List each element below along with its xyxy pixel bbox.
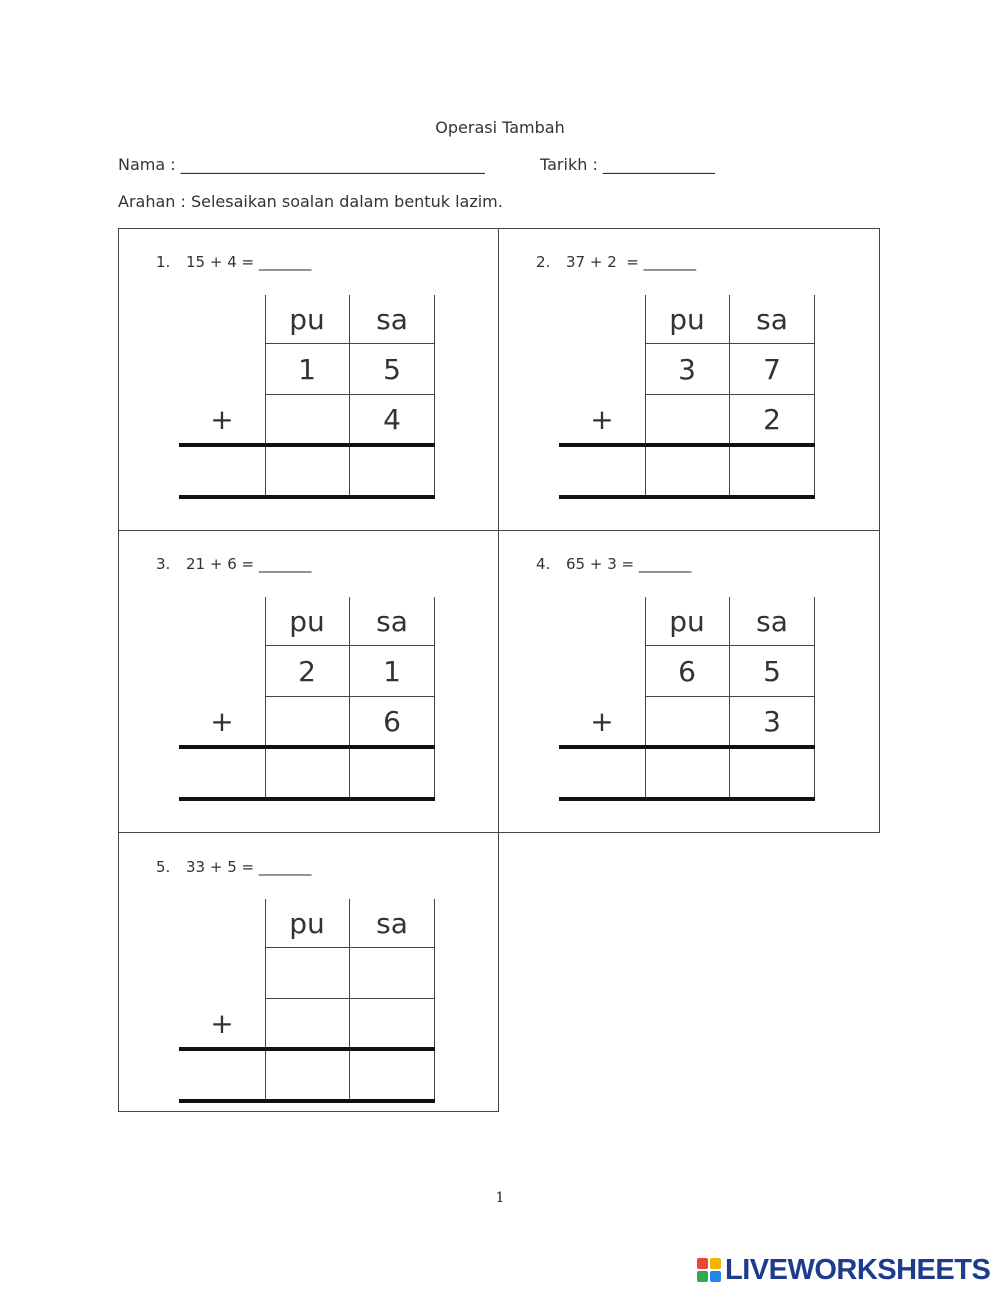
add-sa-digit: 2 [763, 403, 781, 436]
top-sa-box[interactable] [350, 949, 434, 999]
answer-sa-box[interactable] [730, 748, 814, 798]
plus-sign: + [210, 705, 234, 738]
place-value-grid [179, 295, 435, 499]
header-sa: sa [756, 303, 788, 336]
place-value-grid [179, 899, 435, 1103]
answer-pu-box[interactable] [265, 1050, 349, 1100]
answer-sa-box[interactable] [350, 748, 434, 798]
answer-pu-box[interactable] [645, 446, 729, 496]
place-value-grid [559, 295, 815, 499]
plus-sign: + [210, 403, 234, 436]
answer-sa-box[interactable] [730, 446, 814, 496]
plus-sign: + [590, 403, 614, 436]
answer-pu-box[interactable] [645, 748, 729, 798]
header-sa: sa [376, 605, 408, 638]
header-pu: pu [669, 303, 705, 336]
place-value-grid [559, 597, 815, 801]
add-pu-digit [645, 697, 729, 747]
place-value-grid [179, 597, 435, 801]
question-label: 4. 65 + 3 = _______ [536, 555, 692, 573]
question-4 [499, 531, 880, 833]
answer-pu-box[interactable] [265, 446, 349, 496]
header-sa: sa [376, 907, 408, 940]
liveworksheets-logo [697, 1255, 990, 1285]
add-pu-digit [265, 697, 349, 747]
top-sa-digit: 1 [383, 655, 401, 688]
plus-sign: + [590, 705, 614, 738]
question-3 [118, 531, 499, 833]
page-title: Operasi Tambah [435, 118, 565, 137]
top-sa-digit: 5 [763, 655, 781, 688]
plus-sign: + [210, 1007, 234, 1040]
answer-sa-box[interactable] [350, 446, 434, 496]
answer-sa-box[interactable] [350, 1050, 434, 1100]
add-sa-box[interactable] [350, 999, 434, 1049]
answer-pu-box[interactable] [265, 748, 349, 798]
header-pu: pu [669, 605, 705, 638]
header-pu: pu [289, 605, 325, 638]
tarikh-field[interactable]: Tarikh : ______________ [540, 155, 715, 174]
top-sa-digit: 7 [763, 353, 781, 386]
header-pu: pu [289, 303, 325, 336]
top-pu-digit: 3 [678, 353, 696, 386]
add-pu-box[interactable] [265, 999, 349, 1049]
add-sa-digit: 4 [383, 403, 401, 436]
page-number: 1 [495, 1190, 505, 1206]
question-1 [118, 228, 499, 531]
brand-name: LIVEWORKSHEETS [725, 1253, 991, 1286]
top-pu-digit: 6 [678, 655, 696, 688]
add-pu-digit [265, 395, 349, 445]
add-pu-digit [645, 395, 729, 445]
top-sa-digit: 5 [383, 353, 401, 386]
question-label: 5. 33 + 5 = _______ [156, 858, 312, 876]
top-pu-box[interactable] [265, 949, 349, 999]
header-sa: sa [756, 605, 788, 638]
question-label: 2. 37 + 2 = _______ [536, 253, 697, 271]
add-sa-digit: 3 [763, 705, 781, 738]
question-5 [118, 833, 499, 1112]
add-sa-digit: 6 [383, 705, 401, 738]
instructions: Arahan : Selesaikan soalan dalam bentuk lazim. [118, 192, 503, 211]
question-2 [499, 228, 880, 531]
top-pu-digit: 1 [298, 353, 316, 386]
question-label: 1. 15 + 4 = _______ [156, 253, 312, 271]
question-label: 3. 21 + 6 = _______ [156, 555, 312, 573]
logo-blocks-icon [697, 1258, 721, 1282]
nama-field[interactable]: Nama : ______________________________________ [118, 155, 485, 174]
top-pu-digit: 2 [298, 655, 316, 688]
header-pu: pu [289, 907, 325, 940]
header-sa: sa [376, 303, 408, 336]
